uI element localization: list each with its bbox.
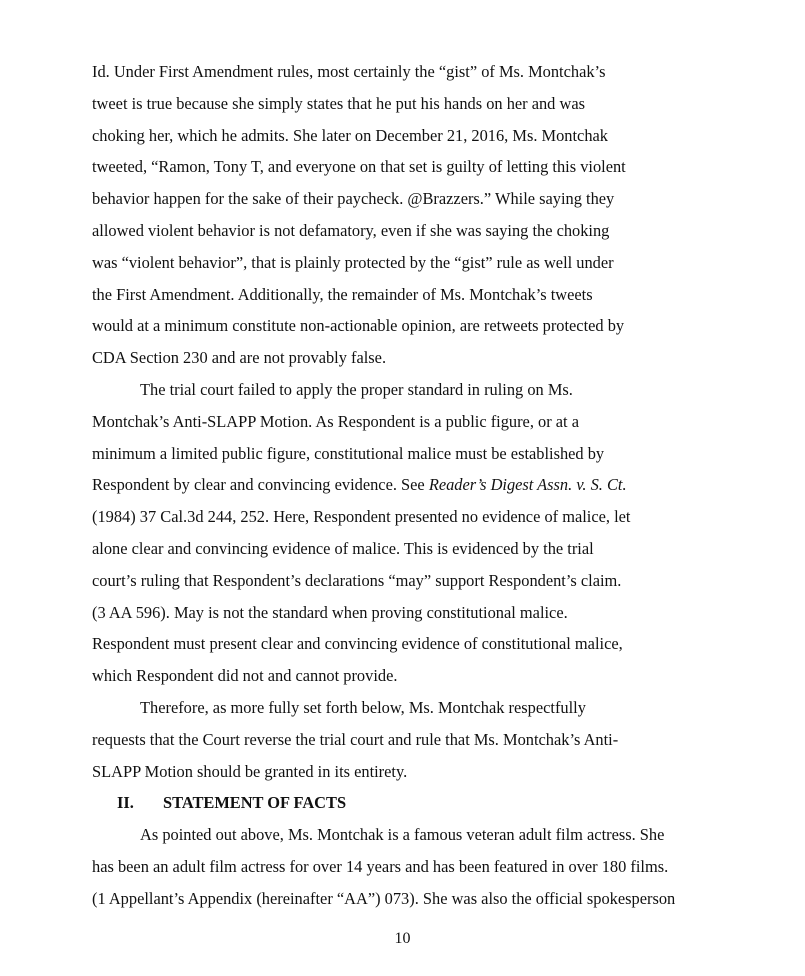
text-line: The trial court failed to apply the proper standard in ruling on Ms.: [140, 379, 573, 399]
text-line: As pointed out above, Ms. Montchak is a famous veteran adult film actress. She: [140, 825, 665, 845]
text-line: court’s ruling that Respondent’s declarations “may” support Respondent’s claim.: [92, 570, 622, 590]
text-line-with-citation: [92, 469, 732, 501]
text-line: (3 AA 596). May is not the standard when proving constitutional malice.: [92, 602, 568, 622]
text-line: the First Amendment. Additionally, the remainder of Ms. Montchak’s tweets: [92, 284, 593, 304]
text-line: CDA Section 230 and are not provably false.: [92, 348, 387, 368]
section-title: STATEMENT OF FACTS: [163, 793, 347, 813]
text-line: was “violent behavior”, that is plainly protected by the “gist” rule as well under: [92, 252, 614, 272]
text-segment: Respondent by clear and convincing evidence. See: [92, 475, 429, 495]
case-citation: Reader’s Digest Assn. v. S. Ct.: [428, 475, 627, 495]
text-line: Id. Under First Amendment rules, most certainly the “gist” of Ms. Montchak’s: [92, 62, 606, 81]
section-number: II.: [117, 793, 134, 813]
text-line: behavior happen for the sake of their paycheck. @Brazzers.” While saying they: [92, 189, 615, 209]
text-line: (1 Appellant’s Appendix (hereinafter “AA”) 073). She was also the official spokesperson: [92, 888, 676, 908]
page-number: 10: [394, 930, 411, 947]
text-line: tweet is true because she simply states that he put his hands on her and was: [92, 93, 585, 113]
text-line: Respondent must present clear and convincing evidence of constitutional malice,: [92, 634, 623, 654]
text-line: (1984) 37 Cal.3d 244, 252. Here, Respondent presented no evidence of malice, let: [92, 507, 631, 527]
section-heading: [92, 787, 732, 819]
text-line: alone clear and convincing evidence of malice. This is evidenced by the trial: [92, 538, 594, 558]
document-body: [92, 56, 732, 915]
text-line: requests that the Court reverse the trial court and rule that Ms. Montchak’s Anti-: [92, 729, 619, 749]
text-line: allowed violent behavior is not defamatory, even if she was saying the choking: [92, 220, 610, 240]
text-line: tweeted, “Ramon, Tony T, and everyone on that set is guilty of letting this violent: [92, 157, 626, 177]
text-line: Montchak’s Anti-SLAPP Motion. As Respondent is a public figure, or at a: [92, 411, 579, 431]
text-line: Therefore, as more fully set forth below, Ms. Montchak respectfully: [140, 697, 586, 717]
text-line: minimum a limited public figure, constitutional malice must be established by: [92, 443, 605, 463]
text-line: choking her, which he admits. She later on December 21, 2016, Ms. Montchak: [92, 125, 608, 145]
text-line: has been an adult film actress for over 14 years and has been featured in over 180 films.: [92, 856, 669, 876]
text-line: SLAPP Motion should be granted in its entirety.: [92, 761, 408, 781]
text-line: would at a minimum constitute non-actionable opinion, are retweets protected by: [92, 316, 625, 336]
text-line: which Respondent did not and cannot provide.: [92, 666, 398, 686]
